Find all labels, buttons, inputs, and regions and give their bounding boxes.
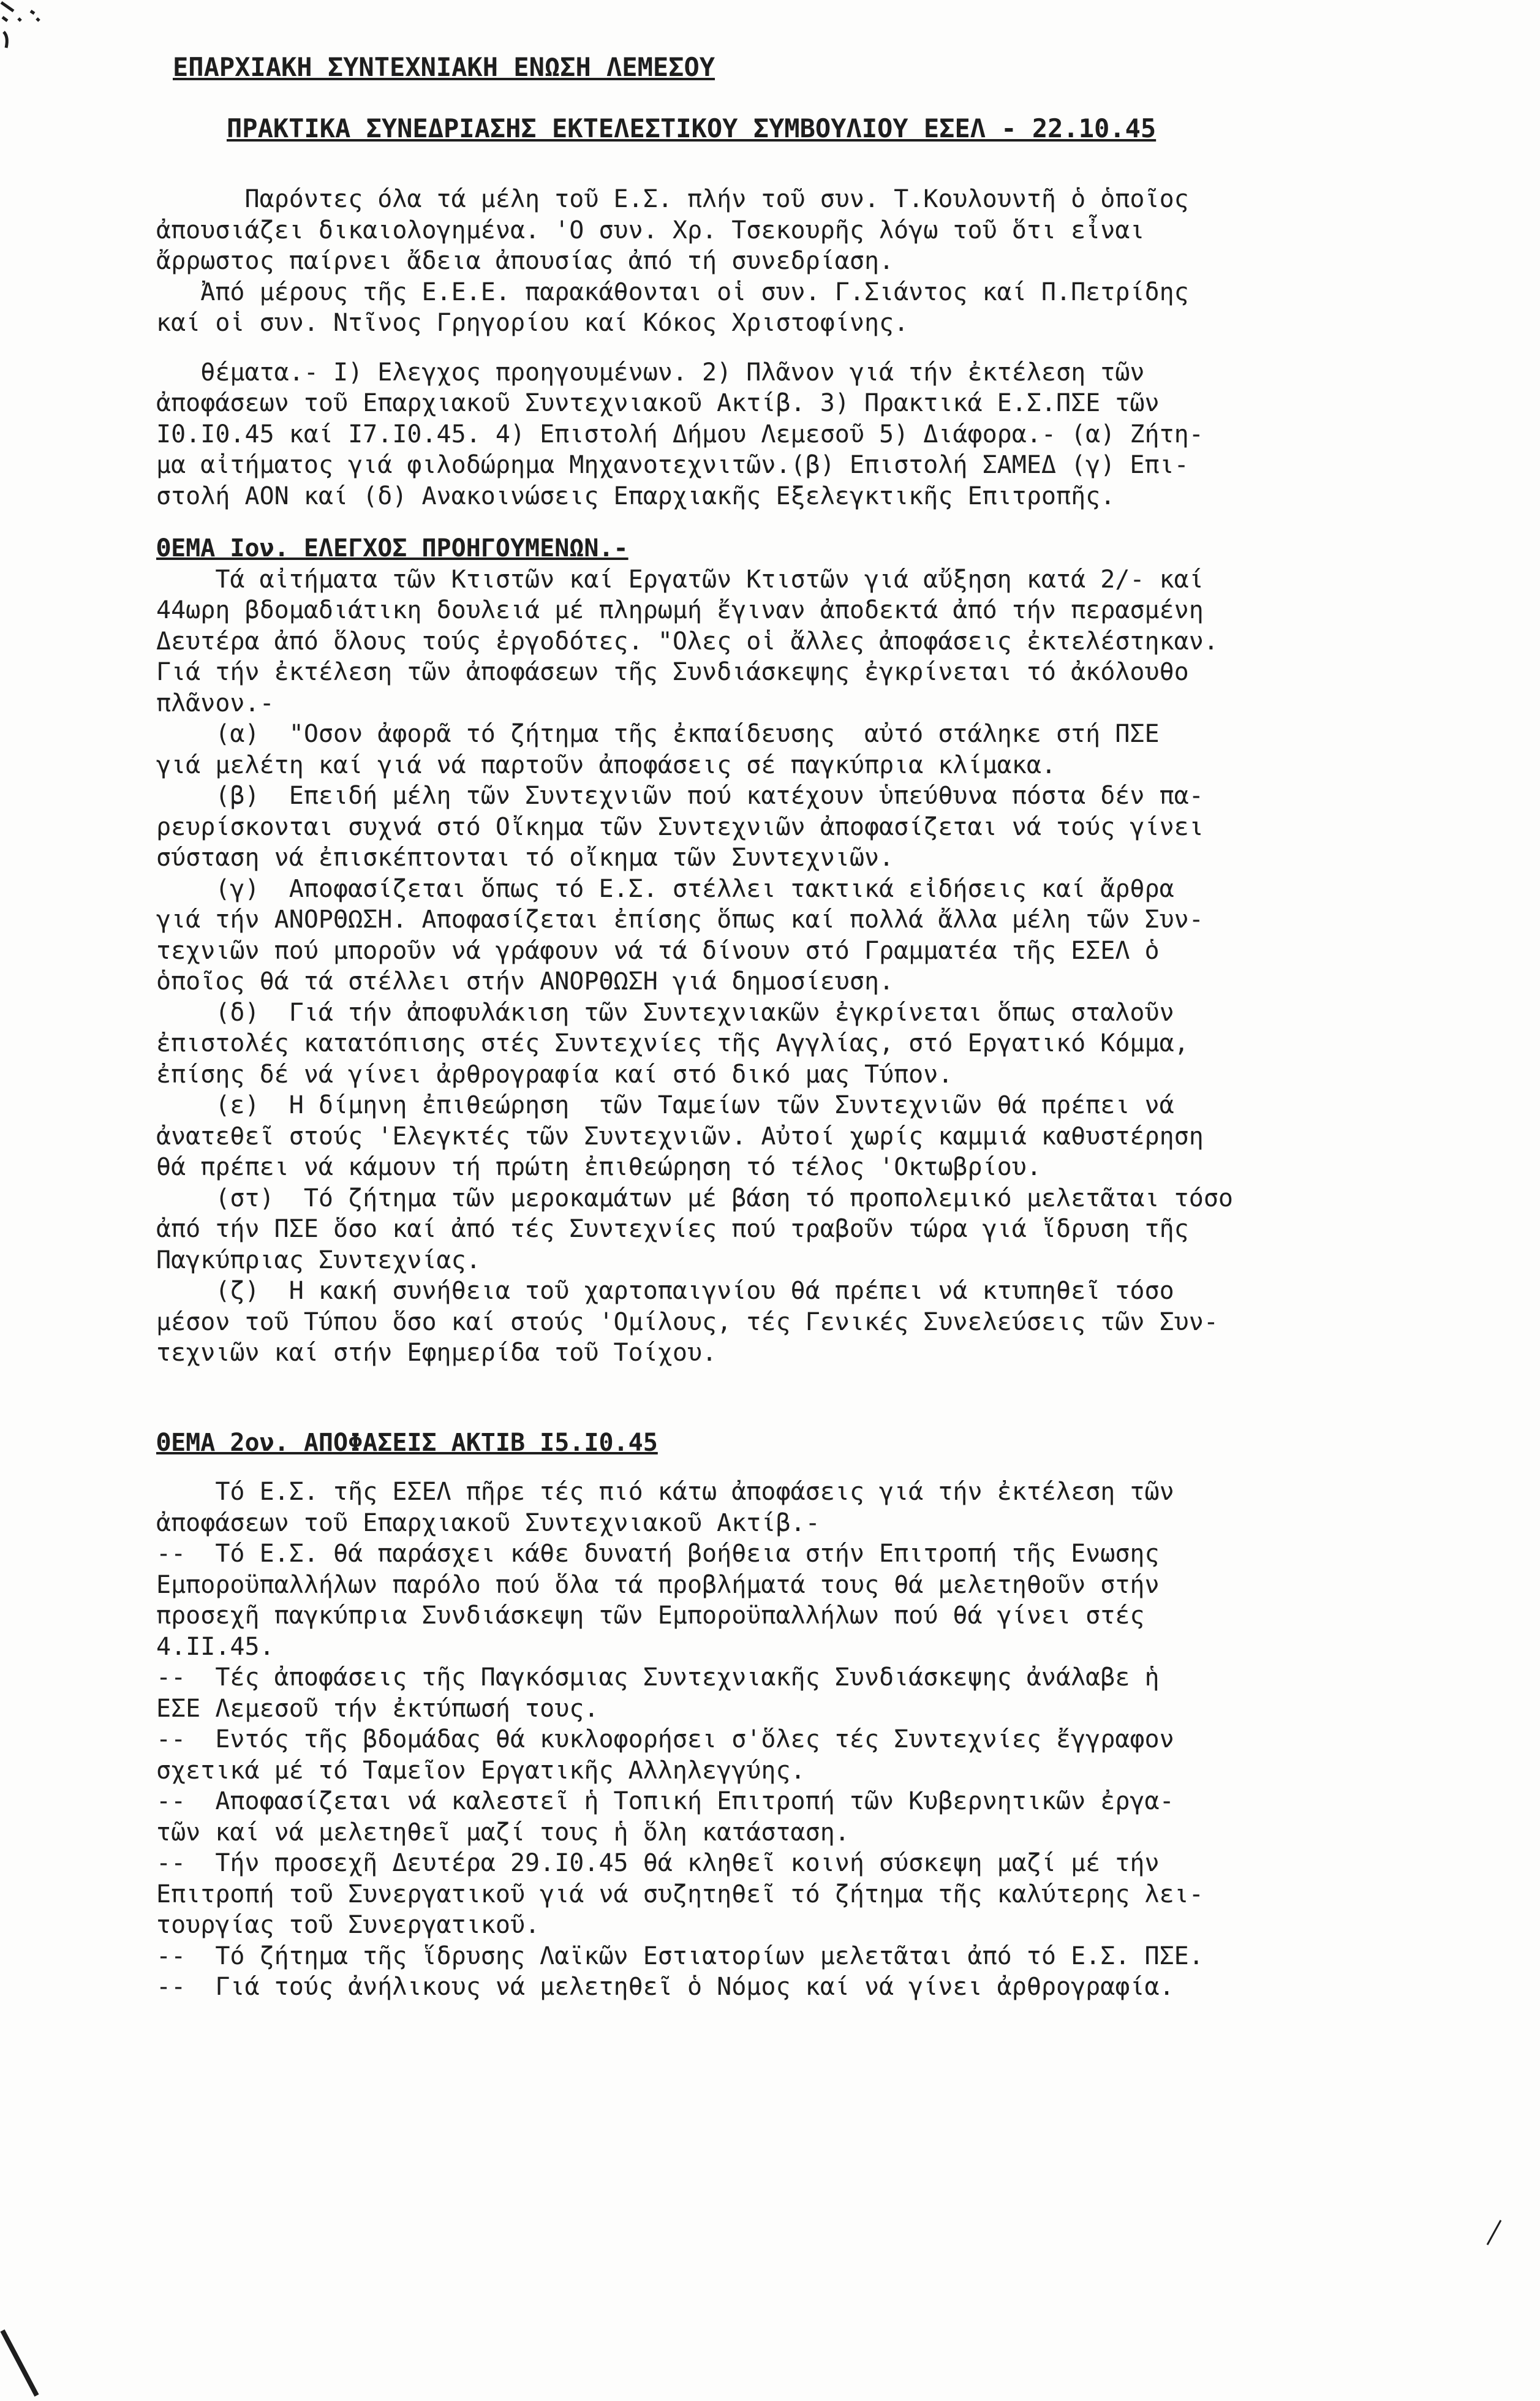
text-line: μέσον τοῦ Τύπου ὅσο καί στούς 'Ομίλους, τές Γενικές Συνελεύσεις τῶν Συν- [156,1307,1218,1336]
text-line: ἐπιστολές κατατόπισης στές Συντεχνίες τῆς Αγγλίας, στό Εργατικό Κόμμα, [156,1029,1189,1057]
text-line: μα αἰτήματος γιά φιλοδώρημα Μηχανοτεχνιτῶν.(β) Επιστολή ΣΑΜΕΔ (γ) Επι- [156,451,1189,479]
text-line: Ἀπό μέρους τῆς Ε.Ε.Ε. παρακάθονται οἱ συν. Γ.Σιάντος καί Π.Πετρίδης [156,278,1189,306]
text-line: Τό Ε.Σ. τῆς ΕΣΕΛ πῆρε τές πιό κάτω ἀποφάσεις γιά τήν ἐκτέλεση τῶν [156,1478,1174,1506]
text-line: -- Τήν προσεχῆ Δευτέρα 29.Ι0.45 θά κληθεῖ κοινή σύσκεψη μαζί μέ τήν [156,1849,1160,1877]
section-2 [156,1427,1504,2003]
text-line: -- Γιά τούς ἀνήλικους νά μελετηθεῖ ὁ Νόμος καί νά γίνει ἀρθρογραφία. [156,1973,1174,2001]
corner-scan-mark-icon [0,2328,55,2401]
org-heading: ΕΠΑΡΧΙΑΚΗ ΣΥΝΤΕΧΝΙΑΚΗ ΕΝΩΣΗ ΛΕΜΕΣΟΥ [173,52,715,82]
text-line: (β) Επειδή μέλη τῶν Συντεχνιῶν πού κατέχουν ὑπεύθυνα πόστα δέν πα- [156,782,1204,810]
section-2-heading: ΘΕΜΑ 2ον. ΑΠΟΦΑΣΕΙΣ ΑΚΤΙΒ Ι5.Ι0.45 [156,1429,658,1457]
text-line: ἀποφάσεων τοῦ Επαρχιακοῦ Συντεχνιακοῦ Ακτίβ. 3) Πρακτικά Ε.Σ.ΠΣΕ τῶν [156,389,1160,417]
text-line: ἀπό τήν ΠΣΕ ὅσο καί ἀπό τές Συντεχνίες πού τραβοῦν τώρα γιά ἵδρυση τῆς [156,1215,1189,1243]
text-line: 4.ΙΙ.45. [156,1632,274,1661]
text-line: σχετικά μέ τό Ταμεῖον Εργατικῆς Αλληλεγγύης. [156,1756,806,1785]
text-line: (ε) Η δίμηνη ἐπιθεώρηση τῶν Ταμείων τῶν Συντεχνιῶν θά πρέπει νά [156,1091,1174,1119]
text-line: (α) "Οσον ἀφορᾶ τό ζήτημα τῆς ἐκπαίδευσης αὐτό στάληκε στή ΠΣΕ [156,720,1160,748]
section-1-heading: ΘΕΜΑ Ιον. ΕΛΕΓΧΟΣ ΠΡΟΗΓΟΥΜΕΝΩΝ.- [156,534,628,562]
text-line: θά πρέπει νά κάμουν τή πρώτη ἐπιθεώρηση τό τέλος 'Οκτωβρίου. [156,1153,1041,1181]
text-line: καί οἱ συν. Ντῖνος Γρηγορίου καί Κόκος Χριστοφίνης. [156,309,909,337]
text-line: τεχνιῶν πού μποροῦν νά γράφουν νά τά δίνουν στό Γραμματέα τῆς ΕΣΕΛ ὁ [156,936,1160,965]
text-line: προσεχῆ παγκύπρια Συνδιάσκεψη τῶν Εμποροϋπαλλήλων πού θά γίνει στές [156,1601,1145,1630]
minutes-title: ΠΡΑΚΤΙΚΑ ΣΥΝΕΔΡΙΑΣΗΣ ΕΚΤΕΛΕΣΤΙΚΟΥ ΣΥΜΒΟΥΛΙΟΥ ΕΣΕΛ - 22.10.45 [227,113,1157,143]
text-line: στολή ΑΟΝ καί (δ) Ανακοινώσεις Επαρχιακῆς Εξελεγκτικῆς Επιτροπῆς. [156,482,1115,510]
text-line: γιά τήν ΑΝΟΡΘΩΣΗ. Αποφασίζεται ἐπίσης ὅπως καί πολλά ἄλλα μέλη τῶν Συν- [156,906,1204,934]
text-line: -- Εντός τῆς βδομάδας θά κυκλοφορήσει σ'ὅλες τές Συντεχνίες ἔγγραφον [156,1725,1174,1753]
text-line: Παγκύπριας Συντεχνίας. [156,1246,481,1274]
section-1 [156,533,1504,1369]
text-line: ἀνατεθεῖ στούς 'Ελεγκτές τῶν Συντεχνιῶν. Αὐτοί χωρίς καμμιά καθυστέρηση [156,1122,1204,1151]
text-line: ἀποφάσεων τοῦ Επαρχιακοῦ Συντεχνιακοῦ Ακτίβ.- [156,1508,820,1537]
text-line: (ζ) Η κακή συνήθεια τοῦ χαρτοπαιγνίου θά πρέπει νά κτυπηθεῖ τόσο [156,1277,1174,1305]
text-line: (δ) Γιά τήν ἀποφυλάκιση τῶν Συντεχνιακῶν ἐγκρίνεται ὅπως σταλοῦν [156,998,1174,1027]
text-line: ἀπουσιάζει δικαιολογημένα. 'Ο συν. Χρ. Τσεκουρῆς λόγω τοῦ ὅτι εἶναι [156,216,1145,244]
text-line: (γ) Αποφασίζεται ὅπως τό Ε.Σ. στέλλει τακτικά εἰδήσεις καί ἄρθρα [156,874,1174,903]
text-line: ἄρρωστος παίρνει ἄδεια ἀπουσίας ἀπό τή συνεδρίαση. [156,247,894,275]
text-line: -- Τό ζήτημα τῆς ἵδρυσης Λαϊκῶν Εστιατορίων μελετᾶται ἀπό τό Ε.Σ. ΠΣΕ. [156,1942,1204,1970]
text-line: -- Τό Ε.Σ. θά παράσχει κάθε δυνατή βοήθεια στήν Επιτροπή τῆς Ενωσης [156,1540,1160,1568]
text-line: Παρόντες όλα τά μέλη τοῦ Ε.Σ. πλήν τοῦ συν. Τ.Κουλουντῆ ὁ ὁποῖος [156,185,1189,213]
text-line: πλᾶνον.- [156,689,274,717]
text-line: θέματα.- Ι) Ελεγχος προηγουμένων. 2) Πλᾶνον γιά τήν ἐκτέλεση τῶν [156,358,1145,387]
text-line: Δευτέρα ἀπό ὅλους τούς ἐργοδότες. "Ολες οἱ ἄλλες ἀποφάσεις ἐκτελέστηκαν. [156,627,1218,656]
text-line: γιά μελέτη καί γιά νά παρτοῦν ἀποφάσεις σέ παγκύπρια κλίμακα. [156,751,1057,779]
text-line: Ι0.Ι0.45 καί Ι7.Ι0.45. 4) Επιστολή Δήμου Λεμεσοῦ 5) Διάφορα.- (α) Ζήτη- [156,420,1204,448]
text-line: ὁποῖος θά τά στέλλει στήν ΑΝΟΡΘΩΣΗ γιά δημοσίευση. [156,967,894,996]
text-line: 44ωρη βδομαδιάτικη δουλειά μέ πληρωμή ἔγιναν ἀποδεκτά ἀπό τήν περασμένη [156,596,1204,624]
text-line: ΕΣΕ Λεμεσοῦ τήν ἐκτύπωσή τους. [156,1694,599,1723]
text-line: (στ) Τό ζήτημα τῶν μεροκαμάτων μέ βάση τό προπολεμικό μελετᾶται τόσο [156,1184,1233,1212]
text-line: Επιτροπή τοῦ Συνεργατικοῦ γιά νά συζητηθεῖ τό ζήτημα τῆς καλύτερης λει- [156,1880,1204,1908]
text-line: Γιά τήν ἐκτέλεση τῶν ἀποφάσεων τῆς Συνδιάσκεψης ἐγκρίνεται τό ἀκόλουθο [156,658,1189,686]
text-line: τουργίας τοῦ Συνεργατικοῦ. [156,1911,540,1939]
text-line: -- Αποφασίζεται νά καλεστεῖ ἡ Τοπική Επιτροπή τῶν Κυβερνητικῶν ἐργα- [156,1787,1174,1815]
text-line: Τά αἰτήματα τῶν Κτιστῶν καί Εργατῶν Κτιστῶν γιά αὔξηση κατά 2/- καί [156,565,1204,594]
text-line [156,339,1504,357]
text-line: ρευρίσκονται συχνά στό Οἴκημα τῶν Συντεχνιῶν ἀποφασίζεται νά τούς γίνει [156,812,1204,841]
text-line: -- Τές ἀποφάσεις τῆς Παγκόσμιας Συντεχνιακῆς Συνδιάσκεψης ἀνάλαβε ἡ [156,1663,1160,1692]
corner-scan-mark-icon [0,0,80,80]
text-line: τῶν καί νά μελετηθεῖ μαζί τους ἡ ὅλη κατάσταση. [156,1818,850,1847]
intro-block [156,184,1504,512]
text-line: τεχνιῶν καί στήν Εφημερίδα τοῦ Τοίχου. [156,1339,717,1367]
pen-tick-mark-icon [1482,2218,1507,2248]
text-line: Εμποροϋπαλλήλων παρόλο πού ὅλα τά προβλήματά τους θά μελετηθοῦν στήν [156,1570,1160,1599]
text-line: ἐπίσης δέ νά γίνει ἀρθρογραφία καί στό δικό μας Τύπον. [156,1060,953,1089]
text-line: σύσταση νά ἐπισκέπτονται τό οἴκημα τῶν Συντεχνιῶν. [156,844,894,872]
